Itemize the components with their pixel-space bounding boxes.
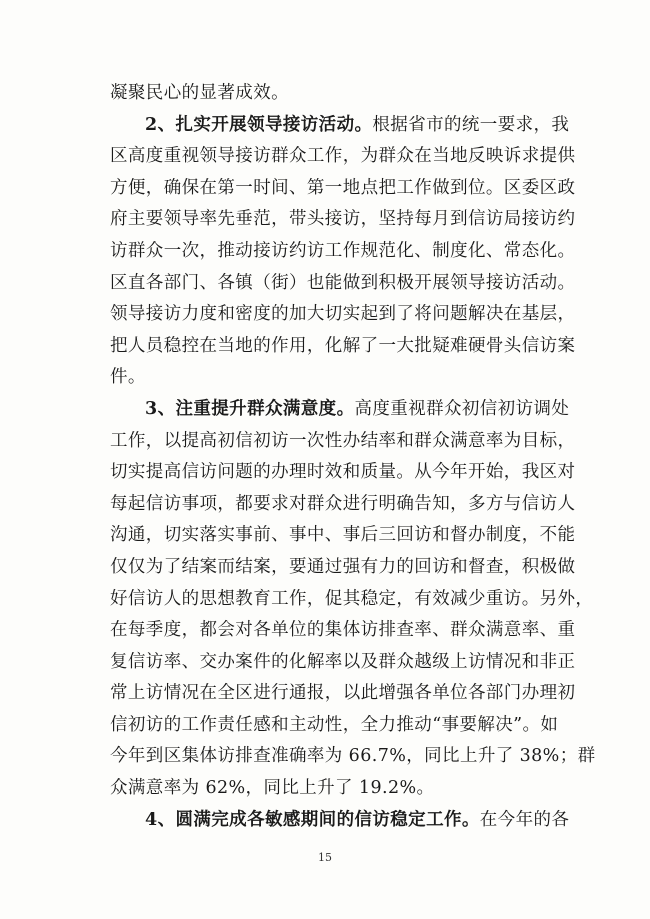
line-text: 工作，以提高初信初访一次性办结率和群众满意率为目标，	[110, 430, 576, 451]
line-text: 件。	[110, 367, 146, 388]
line-text: 复信访率、交办案件的化解率以及群众越级上访情况和非正	[110, 651, 576, 672]
line-text: 根据省市的统一要求，我	[372, 114, 570, 135]
text-line	[110, 78, 550, 110]
section-heading: 2、扎实开展领导接访活动。	[145, 114, 373, 135]
line-text: 众满意率为 62%，同比上升了 19.2%。	[110, 778, 435, 799]
section-4-heading-line	[110, 805, 570, 837]
section-heading: 4、圆满完成各敏感期间的信访稳定工作。	[145, 809, 480, 830]
page-number: 15	[318, 851, 332, 864]
line-text: 信初访的工作责任感和主动性，全力推动“事要解决”。如	[110, 714, 559, 735]
body-text	[110, 78, 596, 836]
text-line	[110, 489, 576, 521]
text-line	[110, 362, 550, 394]
line-text: 常上访情况在全区进行通报，以此增强各单位各部门办理初	[110, 683, 576, 704]
line-text: 仅仅为了结案而结案，要通过强有力的回访和督查，积极做	[110, 556, 576, 577]
line-text: 每起信访事项，都要求对群众进行明确告知，多方与信访人	[110, 493, 576, 514]
text-line	[110, 710, 559, 742]
line-text: 在今年的各	[479, 809, 570, 830]
line-text: 沟通，切实落实事前、事中、事后三回访和督办制度，不能	[110, 525, 576, 546]
text-line	[110, 552, 576, 584]
section-heading: 3、注重提升群众满意度。	[145, 398, 355, 419]
line-text: 方便，确保在第一时间、第一地点把工作做到位。区委区政	[110, 177, 576, 198]
line-text: 高度重视群众初信初访调处	[354, 398, 570, 419]
text-line	[110, 584, 594, 616]
text-line	[110, 647, 576, 679]
text-line	[110, 741, 596, 773]
line-text: 区直各部门、各镇（街）也能做到积极开展领导接访活动。	[110, 272, 576, 293]
text-line	[110, 520, 576, 552]
text-line	[110, 331, 576, 363]
text-line	[110, 457, 576, 489]
text-line	[110, 426, 576, 458]
line-text: 区高度重视领导接访群众工作，为群众在当地反映诉求提供	[110, 146, 576, 167]
text-line	[110, 268, 576, 300]
line-text: 切实提高信访问题的办理时效和质量。从今年开始，我区对	[110, 462, 576, 483]
section-3-heading-line	[110, 394, 570, 426]
line-text: 府主要领导率先垂范，带头接访，坚持每月到信访局接访约	[110, 209, 576, 230]
text-line	[110, 141, 576, 173]
text-line	[110, 773, 550, 805]
line-text: 访群众一次，推动接访约访工作规范化、制度化、常态化。	[110, 240, 576, 261]
section-2-heading-line	[110, 110, 570, 142]
text-line	[110, 678, 576, 710]
line-text: 凝聚民心的显著成效。	[110, 83, 289, 103]
line-text: 好信访人的思想教育工作，促其稳定，有效减少重访。另外，	[110, 588, 594, 609]
line-text: 把人员稳控在当地的作用，化解了一大批疑难硬骨头信访案	[110, 335, 576, 356]
text-line	[110, 204, 576, 236]
line-text: 在每季度，都会对各单位的集体访排查率、群众满意率、重	[110, 620, 576, 641]
text-line	[110, 173, 576, 205]
text-line	[110, 236, 576, 268]
text-line	[110, 299, 576, 331]
line-text: 今年到区集体访排查准确率为 66.7%，同比上升了 38%；群	[110, 746, 596, 767]
text-line	[110, 615, 576, 647]
line-text: 领导接访力度和密度的加大切实起到了将问题解决在基层，	[110, 304, 576, 325]
